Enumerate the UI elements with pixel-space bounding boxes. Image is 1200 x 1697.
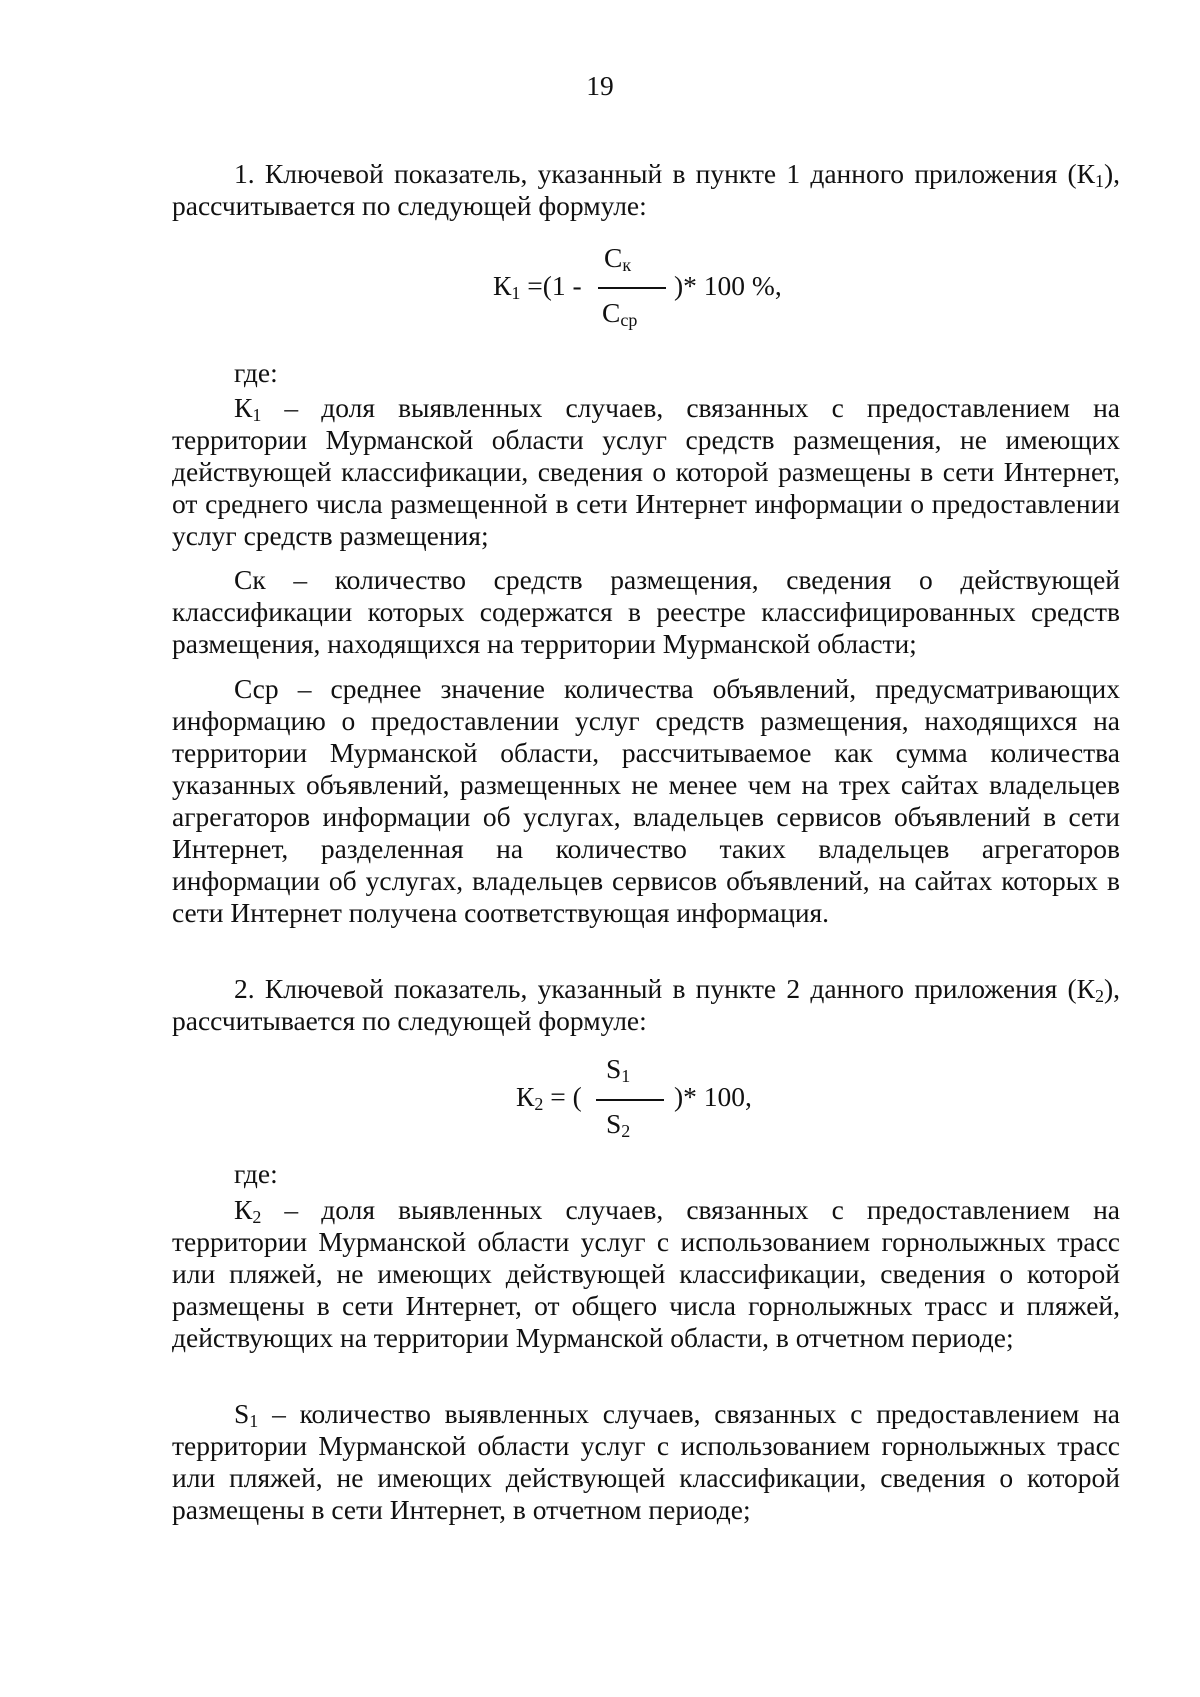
formula-k2-rhs: )* 100, <box>674 1081 752 1112</box>
section1-number: 1. <box>234 158 255 189</box>
formula-k1-rhs: )* 100 %, <box>674 270 782 301</box>
section2-def-k2: $К_2$ – доля выявленных случаев, связанных с предоставлением на территории Мурманской области услуг с использованием горнолыжных трасс или пляжей, не имеющих действующей классификации, сведения о которой размещены в сети Интернет, от общего числа горнолыжных трасс и пляжей, действующих на территории Мурманской области, в отчетном периоде; <box>172 1194 1120 1353</box>
formula-k2-fraction-line <box>596 1099 664 1101</box>
formula-k2-denominator: $S_2$ <box>606 1108 631 1141</box>
section1-def-ccp: Сср – среднее значение количества объявлений, предусматривающих информацию о предоставлении услуг средств размещения, находящихся на территории Мурманской области, рассчитываемое как сумма количества указанных объявлений, размещенных не менее чем на трех сайтах владельцев агрегаторов информации об услугах, владельцев сервисов объявлений в сети Интернет, разделенная на количество таких владельцев агрегаторов информации об услугах, владельцев сервисов объявлений, на сайтах которых в сети Интернет получена соответствующая информация. <box>172 673 1120 928</box>
section2-where: где: <box>234 1158 278 1189</box>
section2-intro-text: Ключевой показатель, указанный в пункте 2 данного приложения (К <box>264 973 1095 1004</box>
section2-intro-sub: 2 <box>1094 986 1104 1006</box>
section1-def-ck: Ск – количество средств размещения, сведения о действующей классификации которых содержатся в реестре классифицированных средств размещения, находящихся на территории Мурманской области; <box>172 564 1120 659</box>
section1-intro-tail: ), рассчитывается по следующей формуле: <box>172 158 1121 221</box>
formula-k1-numerator: $С_к$ <box>604 242 632 275</box>
formula-k2-numerator: $S_1$ <box>606 1053 631 1086</box>
section1-where: где: <box>234 357 278 388</box>
section2-intro-tail: ), рассчитывается по следующей формуле: <box>172 973 1121 1036</box>
section2-number: 2. <box>234 973 255 1004</box>
section1-intro-text: Ключевой показатель, указанный в пункте 1 данного приложения (К <box>264 158 1095 189</box>
section2-def-s1: $S_1$ – количество выявленных случаев, связанных с предоставлением на территории Мурманской области услуг с использованием горнолыжных трасс или пляжей, не имеющих действующей классификации, сведения о которой размещены в сети Интернет, в отчетном периоде; <box>172 1398 1120 1525</box>
formula-k1-lhs: $К_1 =(1$ - <box>493 270 582 303</box>
section1-intro-sub: 1 <box>1094 171 1104 191</box>
page-number: 19 <box>586 70 614 101</box>
formula-k2-lhs: $К_2$ = ( <box>516 1081 582 1114</box>
formula-k1-denominator: $С_{ср}$ <box>602 297 638 330</box>
section1-def-k1: $К_1$ – доля выявленных случаев, связанных с предоставлением на территории Мурманской области услуг средств размещения, не имеющих действующей классификации, сведения о которой размещены в сети Интернет, от среднего числа размещенной в сети Интернет информации о предоставлении услуг средств размещения; <box>172 392 1120 551</box>
